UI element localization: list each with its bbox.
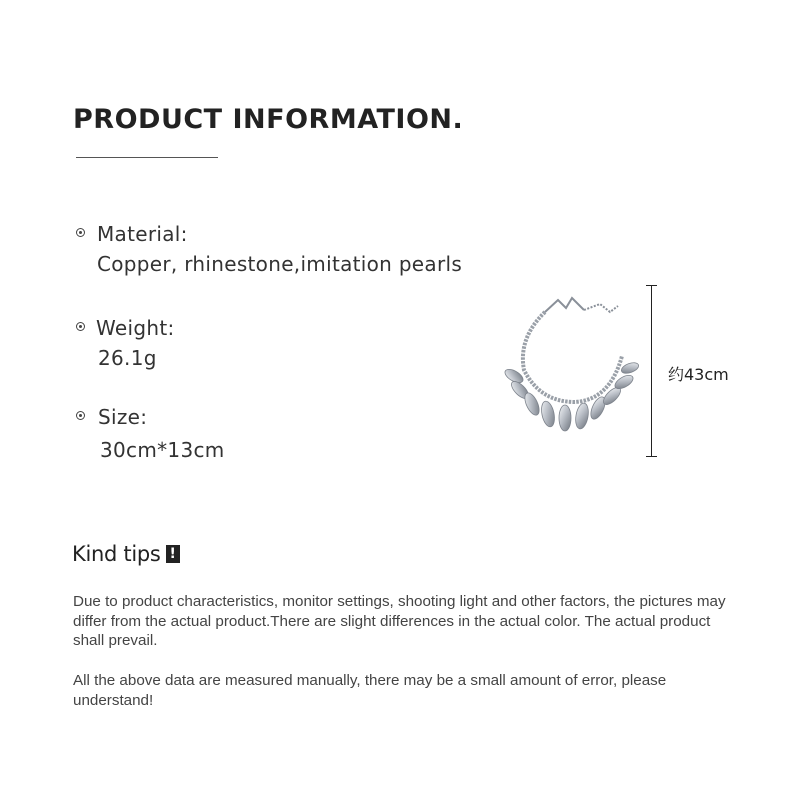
title-divider <box>76 157 218 158</box>
page-title: PRODUCT INFORMATION. <box>73 104 464 135</box>
dimension-cap-bottom <box>646 456 657 457</box>
kind-tips-heading <box>72 542 180 566</box>
necklace-image <box>500 290 650 440</box>
bullet-icon <box>76 322 85 331</box>
bullet-icon <box>76 411 85 420</box>
dimension-cap-top <box>646 285 657 286</box>
spec-value: 26.1g <box>98 346 157 370</box>
tips-paragraph: All the above data are measured manually, there may be a small amount of error, please understand! <box>73 672 667 709</box>
tips-paragraph: Due to product characteristics, monitor settings, shooting light and other factors, the pictures may differ from the actual product.There are slight differences in the actual color. The actual product shall prevail. <box>73 593 726 649</box>
dimension-label: 约43cm <box>668 365 729 384</box>
dimension-line <box>651 285 652 457</box>
kind-tips-label: Kind tips <box>72 542 161 566</box>
spec-value: 30cm*13cm <box>100 438 225 462</box>
spec-label: Size: <box>98 405 148 429</box>
exclamation-icon: ! <box>166 545 180 563</box>
spec-label: Weight: <box>96 316 175 340</box>
spec-value: Copper, rhinestone,imitation pearls <box>97 252 463 276</box>
spec-label: Material: <box>97 222 188 246</box>
bullet-icon <box>76 228 85 237</box>
